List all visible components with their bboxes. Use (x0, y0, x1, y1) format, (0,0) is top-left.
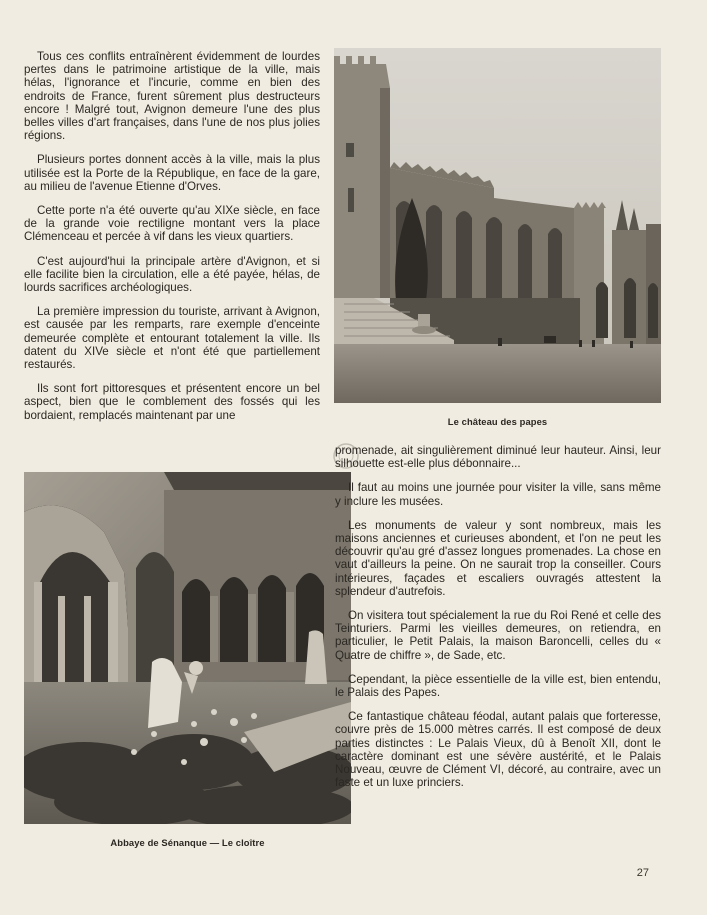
paragraph: Tous ces conflits entraînèrent évidemment de lourdes pertes dans le patrimoine artistique de la ville, mais hélas, l'ignorance et l'incurie, comme en bien des endroits de France, furent sûrement plus destructeurs encore ! Malgré tout, Avignon demeure l'une des plus belles villes d'art françaises, dans l'une de nos plus jolies régions. (24, 50, 320, 143)
paragraph: Ils sont fort pittoresques et présentent encore un bel aspect, bien que le comblement des fossés qui les bordaient, remplacés maintenant par une (24, 382, 320, 422)
paragraph: La première impression du touriste, arrivant à Avignon, est causée par les remparts, rare exemple d'enceinte demeurée complète et entourant totalement la ville. Ils datent du XIVe siècle et n'ont été que partiellement restaurés. (24, 305, 320, 372)
paragraph: Les monuments de valeur y sont nombreux, mais les maisons anciennes et curieuses abondent, et l'on ne peut les découvrir qu'au gré d'assez longues promenades. La chose en vaut d'ailleurs la peine. On ne saurait trop la conseiller. Cours intérieures, façades et escaliers ouvragés attestent la splendeur d'autrefois. (335, 518, 661, 598)
photo-abbaye-senanque (24, 472, 351, 824)
paragraph: Il faut au moins une journée pour visiter la ville, sans même y inclure les musées. (335, 481, 661, 508)
paragraph: Cette porte n'a été ouverte qu'au XIXe siècle, en face de la grande voie rectiligne montant vers la place Clémenceau et percée à vif dans les vieux quartiers. (24, 204, 320, 244)
paragraph: On visitera tout spécialement la rue du Roi René et celle des Teinturiers. Parmi les vieilles demeures, on retiendra, en particulier, le Petit Palais, la maison Baroncelli, celles du « Quatre de chiffre », de Sade, etc. (335, 609, 661, 662)
page-number: 27 (636, 867, 649, 879)
caption-abbaye: Abbaye de Sénanque — Le cloître (110, 837, 265, 848)
paragraph: Cependant, la pièce essentielle de la ville est, bien entendu, le Palais des Papes. (335, 672, 661, 700)
paragraph: promenade, ait singulièrement diminué leur hauteur. Ainsi, leur silhouette est-elle plus débonnaire... (335, 444, 661, 471)
left-text-column (24, 50, 320, 433)
caption-chateau: Le château des papes (447, 416, 548, 427)
photo-palais-des-papes (334, 48, 661, 403)
paragraph: Ce fantastique château féodal, autant palais que forteresse, couvre près de 15.000 mètres carrés. Il est composé de deux parties distinctes : Le Palais Vieux, dû à Benoît XII, dont le caractère dominant est une sévère austérité, et le Palais Nouveau, œuvre de Clément VI, décoré, au contraire, avec un faste et un luxe princiers. (335, 710, 661, 790)
paragraph: Plusieurs portes donnent accès à la ville, mais la plus utilisée est la Porte de la République, en face de la gare, au milieu de l'avenue Etienne d'Orves. (24, 153, 320, 193)
right-text-column (335, 444, 661, 800)
paragraph: C'est aujourd'hui la principale artère d'Avignon, et si elle facilite bien la circulation, elle a été payée, hélas, de lourds sacrifices archéologiques. (24, 254, 320, 295)
